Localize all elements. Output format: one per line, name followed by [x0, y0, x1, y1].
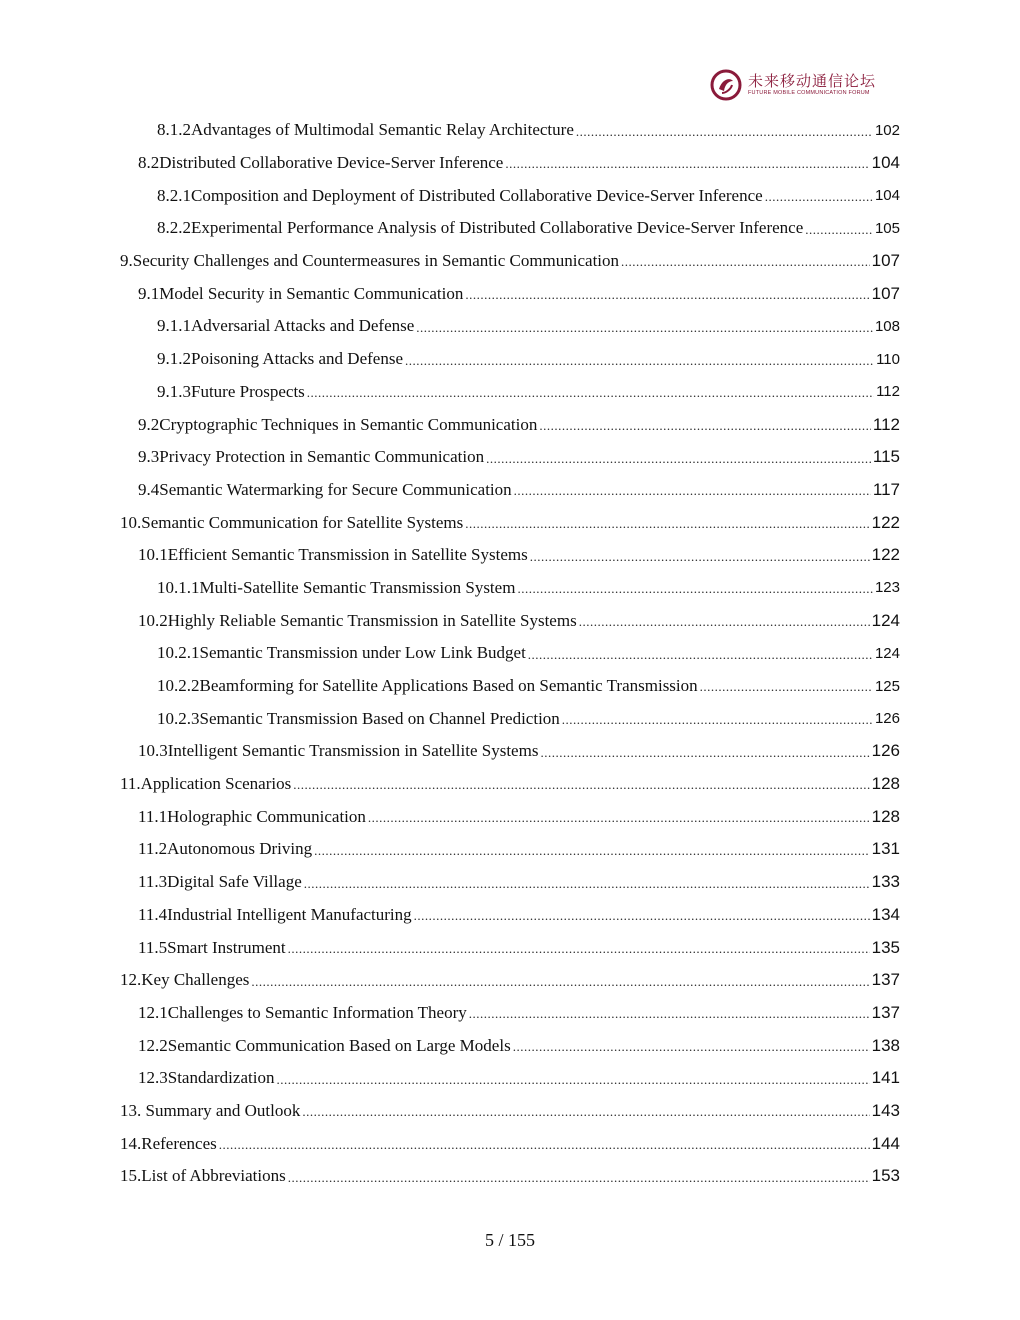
page-number: 5 / 155 [484, 1230, 535, 1250]
toc-entry[interactable] [0, 899, 1020, 932]
toc-dot-leader [314, 843, 870, 866]
toc-entry-title: 12.2Semantic Communication Based on Large Models [138, 1035, 511, 1055]
toc-entry-title: 11.5Smart Instrument [138, 937, 286, 957]
toc-dot-leader [576, 124, 873, 147]
toc-dot-leader [517, 581, 873, 604]
toc-dot-leader [307, 385, 874, 408]
toc-entry-page: 110 [876, 350, 900, 368]
toc-entry-title: 9.1.3Future Prospects [157, 381, 305, 401]
toc-entry-title: 13. Summary and Outlook [120, 1100, 301, 1120]
toc-entry[interactable] [0, 1062, 1020, 1095]
toc-entry[interactable] [0, 179, 1020, 212]
toc-entry-page: 105 [874, 219, 900, 237]
toc-dot-leader [513, 1039, 870, 1062]
toc-entry-page: 122 [871, 512, 900, 532]
toc-entry-page: 126 [871, 741, 900, 761]
toc-entry-page: 135 [871, 937, 900, 957]
toc-entry-title: 9.2Cryptographic Techniques in Semantic Communication [138, 414, 538, 434]
toc-entry-title: 11.3Digital Safe Village [138, 872, 302, 892]
toc-entry[interactable] [0, 604, 1020, 637]
toc-dot-leader [368, 810, 870, 833]
toc-dot-leader [539, 418, 871, 441]
toc-entry[interactable] [0, 506, 1020, 539]
toc-entry[interactable] [0, 539, 1020, 572]
toc-entry[interactable] [0, 866, 1020, 899]
toc-entry[interactable] [0, 474, 1020, 507]
toc-entry[interactable] [0, 670, 1020, 703]
toc-entry-title: 8.1.2Advantages of Multimodal Semantic Relay Architecture [157, 120, 574, 140]
toc-dot-leader [486, 451, 871, 474]
toc-dot-leader [219, 1137, 870, 1160]
forum-logo-icon [710, 69, 742, 101]
toc-entry-page: 144 [871, 1133, 900, 1153]
toc-entry-title: 9.4Semantic Watermarking for Secure Communication [138, 479, 512, 499]
toc-dot-leader [293, 777, 869, 800]
toc-entry[interactable] [0, 1029, 1020, 1062]
toc-entry-title: 11.4Industrial Intelligent Manufacturing [138, 904, 412, 924]
toc-entry-page: 131 [871, 839, 900, 859]
toc-entry-title: 10.2.2Beamforming for Satellite Applications Based on Semantic Transmission [157, 676, 698, 696]
logo-text [748, 71, 877, 97]
toc-entry[interactable] [0, 376, 1020, 409]
toc-entry[interactable] [0, 441, 1020, 474]
toc-entry-title: 9.Security Challenges and Countermeasures in Semantic Communication [120, 251, 620, 271]
toc-entry-page: 134 [871, 904, 900, 924]
toc-entry-page: 137 [871, 1002, 900, 1022]
toc-dot-leader [276, 1072, 869, 1095]
toc-dot-leader [288, 1170, 870, 1193]
toc-dot-leader [805, 222, 873, 245]
toc-entry-title: 9.1.2Poisoning Attacks and Defense [157, 349, 403, 369]
toc-entry-page: 143 [871, 1100, 900, 1120]
toc-entry-title: 8.2.2Experimental Performance Analysis of Distributed Collaborative Device-Server Inference [157, 218, 804, 238]
toc-dot-leader [528, 647, 873, 670]
toc-entry-title: 12.1Challenges to Semantic Information Theory [138, 1002, 467, 1022]
toc-entry-title: 12.Key Challenges [120, 970, 250, 990]
toc-entry-title: 10.Semantic Communication for Satellite Systems [120, 512, 464, 532]
toc-entry[interactable] [0, 800, 1020, 833]
toc-entry-page: 108 [874, 317, 900, 335]
toc-entry[interactable] [0, 735, 1020, 768]
toc-dot-leader [621, 254, 870, 277]
toc-entry-page: 133 [871, 872, 900, 892]
toc-entry[interactable] [0, 768, 1020, 801]
toc-entry[interactable] [0, 212, 1020, 245]
toc-dot-leader [700, 679, 873, 702]
toc-entry-title: 14.References [120, 1133, 217, 1153]
toc-entry-title: 10.3Intelligent Semantic Transmission in Satellite Systems [138, 741, 539, 761]
toc-entry[interactable] [0, 964, 1020, 997]
toc-dot-leader [302, 1104, 869, 1127]
toc-entry-title: 10.2.1Semantic Transmission under Low Link Budget [157, 643, 526, 663]
toc-dot-leader [579, 614, 870, 637]
table-of-contents [0, 114, 1020, 1193]
toc-entry-title: 9.1Model Security in Semantic Communication [138, 283, 464, 303]
toc-dot-leader [416, 320, 873, 343]
toc-dot-leader [505, 156, 869, 179]
toc-entry[interactable] [0, 245, 1020, 278]
toc-entry-page: 112 [872, 414, 900, 434]
toc-entry-page: 137 [871, 970, 900, 990]
toc-entry-page: 138 [871, 1035, 900, 1055]
toc-entry-page: 124 [874, 644, 900, 662]
toc-entry[interactable] [0, 637, 1020, 670]
toc-entry-page: 153 [871, 1166, 900, 1186]
toc-entry-title: 10.1.1Multi-Satellite Semantic Transmission System [157, 577, 516, 597]
toc-dot-leader [540, 745, 869, 768]
toc-entry-page: 107 [871, 251, 900, 271]
toc-entry-page: 112 [876, 383, 900, 401]
toc-entry-page: 122 [871, 545, 900, 565]
toc-entry-page: 104 [874, 187, 900, 205]
toc-entry-title: 9.1.1Adversarial Attacks and Defense [157, 316, 415, 336]
toc-entry[interactable] [0, 310, 1020, 343]
toc-entry[interactable] [0, 343, 1020, 376]
toc-entry-title: 15.List of Abbreviations [120, 1166, 286, 1186]
toc-entry[interactable] [0, 1127, 1020, 1160]
toc-entry[interactable] [0, 833, 1020, 866]
toc-entry[interactable] [0, 408, 1020, 441]
toc-entry-title: 10.2.3Semantic Transmission Based on Channel Prediction [157, 708, 560, 728]
logo-chinese-name: 未来移动通信论坛 [748, 71, 877, 90]
toc-entry[interactable] [0, 114, 1020, 147]
toc-dot-leader [414, 908, 870, 931]
toc-entry-page: 128 [871, 774, 900, 794]
toc-dot-leader [514, 483, 871, 506]
toc-entry-page: 125 [874, 677, 900, 695]
toc-dot-leader [562, 712, 873, 735]
toc-entry-title: 12.3Standardization [138, 1068, 275, 1088]
toc-dot-leader [465, 516, 869, 539]
toc-entry-page: 117 [872, 479, 900, 499]
toc-entry-title: 8.2Distributed Collaborative Device-Server Inference [138, 153, 504, 173]
toc-entry-page: 115 [872, 447, 900, 467]
toc-dot-leader [405, 353, 874, 376]
toc-dot-leader [288, 941, 870, 964]
toc-dot-leader [530, 549, 870, 572]
toc-dot-leader [465, 287, 869, 310]
logo-english-name: FUTURE MOBILE COMMUNICATION FORUM [748, 89, 870, 96]
toc-entry[interactable] [0, 1160, 1020, 1193]
toc-entry-title: 11.1Holographic Communication [138, 806, 366, 826]
toc-entry-page: 102 [874, 121, 900, 139]
toc-entry-page: 123 [874, 579, 900, 597]
toc-entry-title: 11.2Autonomous Driving [138, 839, 313, 859]
toc-dot-leader [765, 189, 873, 212]
toc-entry-page: 141 [871, 1068, 900, 1088]
toc-entry-page: 126 [874, 710, 900, 728]
toc-entry-title: 11.Application Scenarios [120, 774, 292, 794]
toc-entry-page: 104 [871, 153, 900, 173]
toc-entry-title: 10.1Efficient Semantic Transmission in Satellite Systems [138, 545, 528, 565]
toc-entry-title: 9.3Privacy Protection in Semantic Communication [138, 447, 485, 467]
toc-entry[interactable] [0, 572, 1020, 605]
toc-dot-leader [251, 974, 869, 997]
toc-entry[interactable] [0, 931, 1020, 964]
toc-dot-leader [304, 876, 870, 899]
toc-entry-title: 8.2.1Composition and Deployment of Distributed Collaborative Device-Server Inference [157, 185, 763, 205]
toc-entry-page: 124 [871, 610, 900, 630]
toc-dot-leader [469, 1006, 870, 1029]
toc-entry-page: 107 [871, 283, 900, 303]
toc-entry[interactable] [0, 702, 1020, 735]
toc-entry[interactable] [0, 997, 1020, 1030]
toc-entry-page: 128 [871, 806, 900, 826]
toc-entry-title: 10.2Highly Reliable Semantic Transmission in Satellite Systems [138, 610, 577, 630]
toc-entry[interactable] [0, 277, 1020, 310]
toc-entry[interactable] [0, 147, 1020, 180]
toc-entry[interactable] [0, 1095, 1020, 1128]
header-logo [710, 68, 880, 102]
